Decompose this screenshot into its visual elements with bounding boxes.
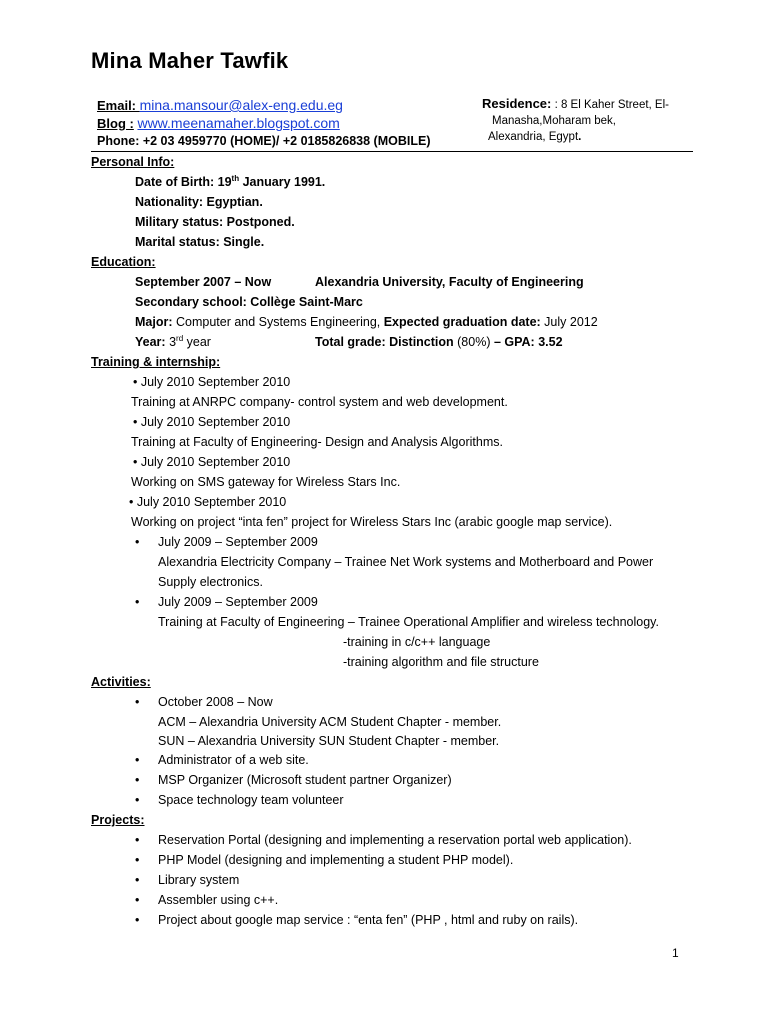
training-desc-5a: Alexandria Electricity Company – Trainee Net Work systems and Motherboard and Power xyxy=(158,555,654,569)
bullet: • xyxy=(135,695,140,709)
blog-link[interactable]: www.meenamaher.blogspot.com xyxy=(137,115,340,131)
residence-line-2: Manasha,Moharam bek, xyxy=(492,115,617,127)
project-item xyxy=(91,850,691,870)
project-text: PHP Model (designing and implementing a student PHP model). xyxy=(158,853,514,867)
bullet: • xyxy=(135,753,140,767)
email-link[interactable]: mina.mansour@alex-eng.edu.eg xyxy=(139,97,343,113)
dob xyxy=(91,172,691,192)
activity-text: MSP Organizer (Microsoft student partner Organizer) xyxy=(158,773,452,787)
grad-label: Expected graduation date: xyxy=(380,315,541,329)
training-sub-1: -training in c/c++ language xyxy=(343,635,491,649)
education-period-row xyxy=(91,272,691,292)
activity-item: ACM – Alexandria University ACM Student Chapter - member. xyxy=(158,715,502,729)
year-value: 3 xyxy=(165,335,177,349)
major-row xyxy=(91,312,691,332)
training-sub-2: -training algorithm and file structure xyxy=(343,655,539,669)
contact-block xyxy=(97,96,431,150)
major-label: Major: xyxy=(135,315,173,329)
candidate-name: Mina Maher Tawfik xyxy=(91,48,289,73)
dob-sup: th xyxy=(231,173,240,183)
blog-row xyxy=(97,114,431,132)
training-date-1: • July 2010 September 2010 xyxy=(133,375,291,389)
blog-label: Blog : xyxy=(97,116,134,131)
year-label: Year: xyxy=(135,335,166,349)
training-desc-4: Working on project “inta fen” project for Wireless Stars Inc (arabic google map service). xyxy=(131,515,613,529)
residence-period: . xyxy=(578,131,582,143)
dob-suffix: January 1991. xyxy=(239,175,326,189)
project-text: Assembler using c++. xyxy=(158,893,279,907)
education-heading: Education: xyxy=(91,255,156,269)
project-text: Project about google map service : “enta fen” (PHP , html and ruby on rails). xyxy=(158,913,579,927)
grad-value: July 2012 xyxy=(540,315,598,329)
military-status: Military status: Postponed. xyxy=(135,215,295,229)
bullet: • xyxy=(135,773,140,787)
grade-value: (80%) xyxy=(453,335,491,349)
education-period: September 2007 – Now xyxy=(135,275,272,289)
training-item-5 xyxy=(91,532,691,552)
resume-body xyxy=(91,152,691,930)
residence-line-3: Alexandria, Egypt xyxy=(488,131,579,143)
project-item xyxy=(91,830,691,850)
training-desc-6: Training at Faculty of Engineering – Trainee Operational Amplifier and wireless technology. xyxy=(158,615,659,629)
bullet: • xyxy=(135,793,140,807)
training-desc-3: Working on SMS gateway for Wireless Stars Inc. xyxy=(131,475,401,489)
marital-status: Marital status: Single. xyxy=(135,235,265,249)
activity-text: Space technology team volunteer xyxy=(158,793,344,807)
activity-item xyxy=(91,692,691,712)
training-date-3: • July 2010 September 2010 xyxy=(133,455,291,469)
activity-item xyxy=(91,770,691,790)
training-item-6 xyxy=(91,592,691,612)
year-row xyxy=(91,332,691,352)
bullet: • xyxy=(135,873,140,887)
year-suffix: year xyxy=(183,335,211,349)
bullet: • xyxy=(135,535,140,549)
nationality: Nationality: Egyptian. xyxy=(135,195,263,209)
project-item xyxy=(91,890,691,910)
training-heading: Training & internship: xyxy=(91,355,221,369)
project-text: Reservation Portal (designing and implementing a reservation portal web application). xyxy=(158,833,632,847)
grade-label: Total grade: Distinction xyxy=(315,335,454,349)
personal-heading: Personal Info: xyxy=(91,155,175,169)
activities-heading: Activities: xyxy=(91,675,151,689)
phone-line: Phone: +2 03 4959770 (HOME)/ +2 0185826838 (MOBILE) xyxy=(97,134,431,148)
secondary-school: Secondary school: Collège Saint-Marc xyxy=(135,295,363,309)
activity-text: Administrator of a web site. xyxy=(158,753,309,767)
activity-item xyxy=(91,750,691,770)
education-university: Alexandria University, Faculty of Engineering xyxy=(315,275,584,289)
training-date-5: July 2009 – September 2009 xyxy=(158,535,318,549)
dob-prefix: Date of Birth: 19 xyxy=(135,175,232,189)
training-date-4: • July 2010 September 2010 xyxy=(129,495,287,509)
training-date-6: July 2009 – September 2009 xyxy=(158,595,318,609)
bullet: • xyxy=(135,595,140,609)
training-desc-2: Training at Faculty of Engineering- Design and Analysis Algorithms. xyxy=(131,435,503,449)
project-item xyxy=(91,870,691,890)
email-label: Email: xyxy=(97,98,140,113)
major-value: Computer and Systems Engineering, xyxy=(172,315,381,329)
email-row xyxy=(97,96,431,114)
activity-text: October 2008 – Now xyxy=(158,695,273,709)
bullet: • xyxy=(135,913,140,927)
residence-block xyxy=(482,96,669,145)
project-text: Library system xyxy=(158,873,240,887)
bullet: • xyxy=(135,893,140,907)
bullet: • xyxy=(135,833,140,847)
training-desc-5b: Supply electronics. xyxy=(158,575,263,589)
activity-item: SUN – Alexandria University SUN Student Chapter - member. xyxy=(158,734,500,748)
residence-line-1: : 8 El Kaher Street, El- xyxy=(551,99,669,111)
bullet: • xyxy=(135,853,140,867)
training-desc-1: Training at ANRPC company- control system and web development. xyxy=(131,395,508,409)
page-number: 1 xyxy=(672,946,679,960)
activity-item xyxy=(91,790,691,810)
training-date-2: • July 2010 September 2010 xyxy=(133,415,291,429)
residence-label: Residence: xyxy=(482,96,552,111)
year-sup: rd xyxy=(176,333,184,343)
projects-heading: Projects: xyxy=(91,813,145,827)
gpa: – GPA: 3.52 xyxy=(490,335,563,349)
project-item xyxy=(91,910,691,930)
